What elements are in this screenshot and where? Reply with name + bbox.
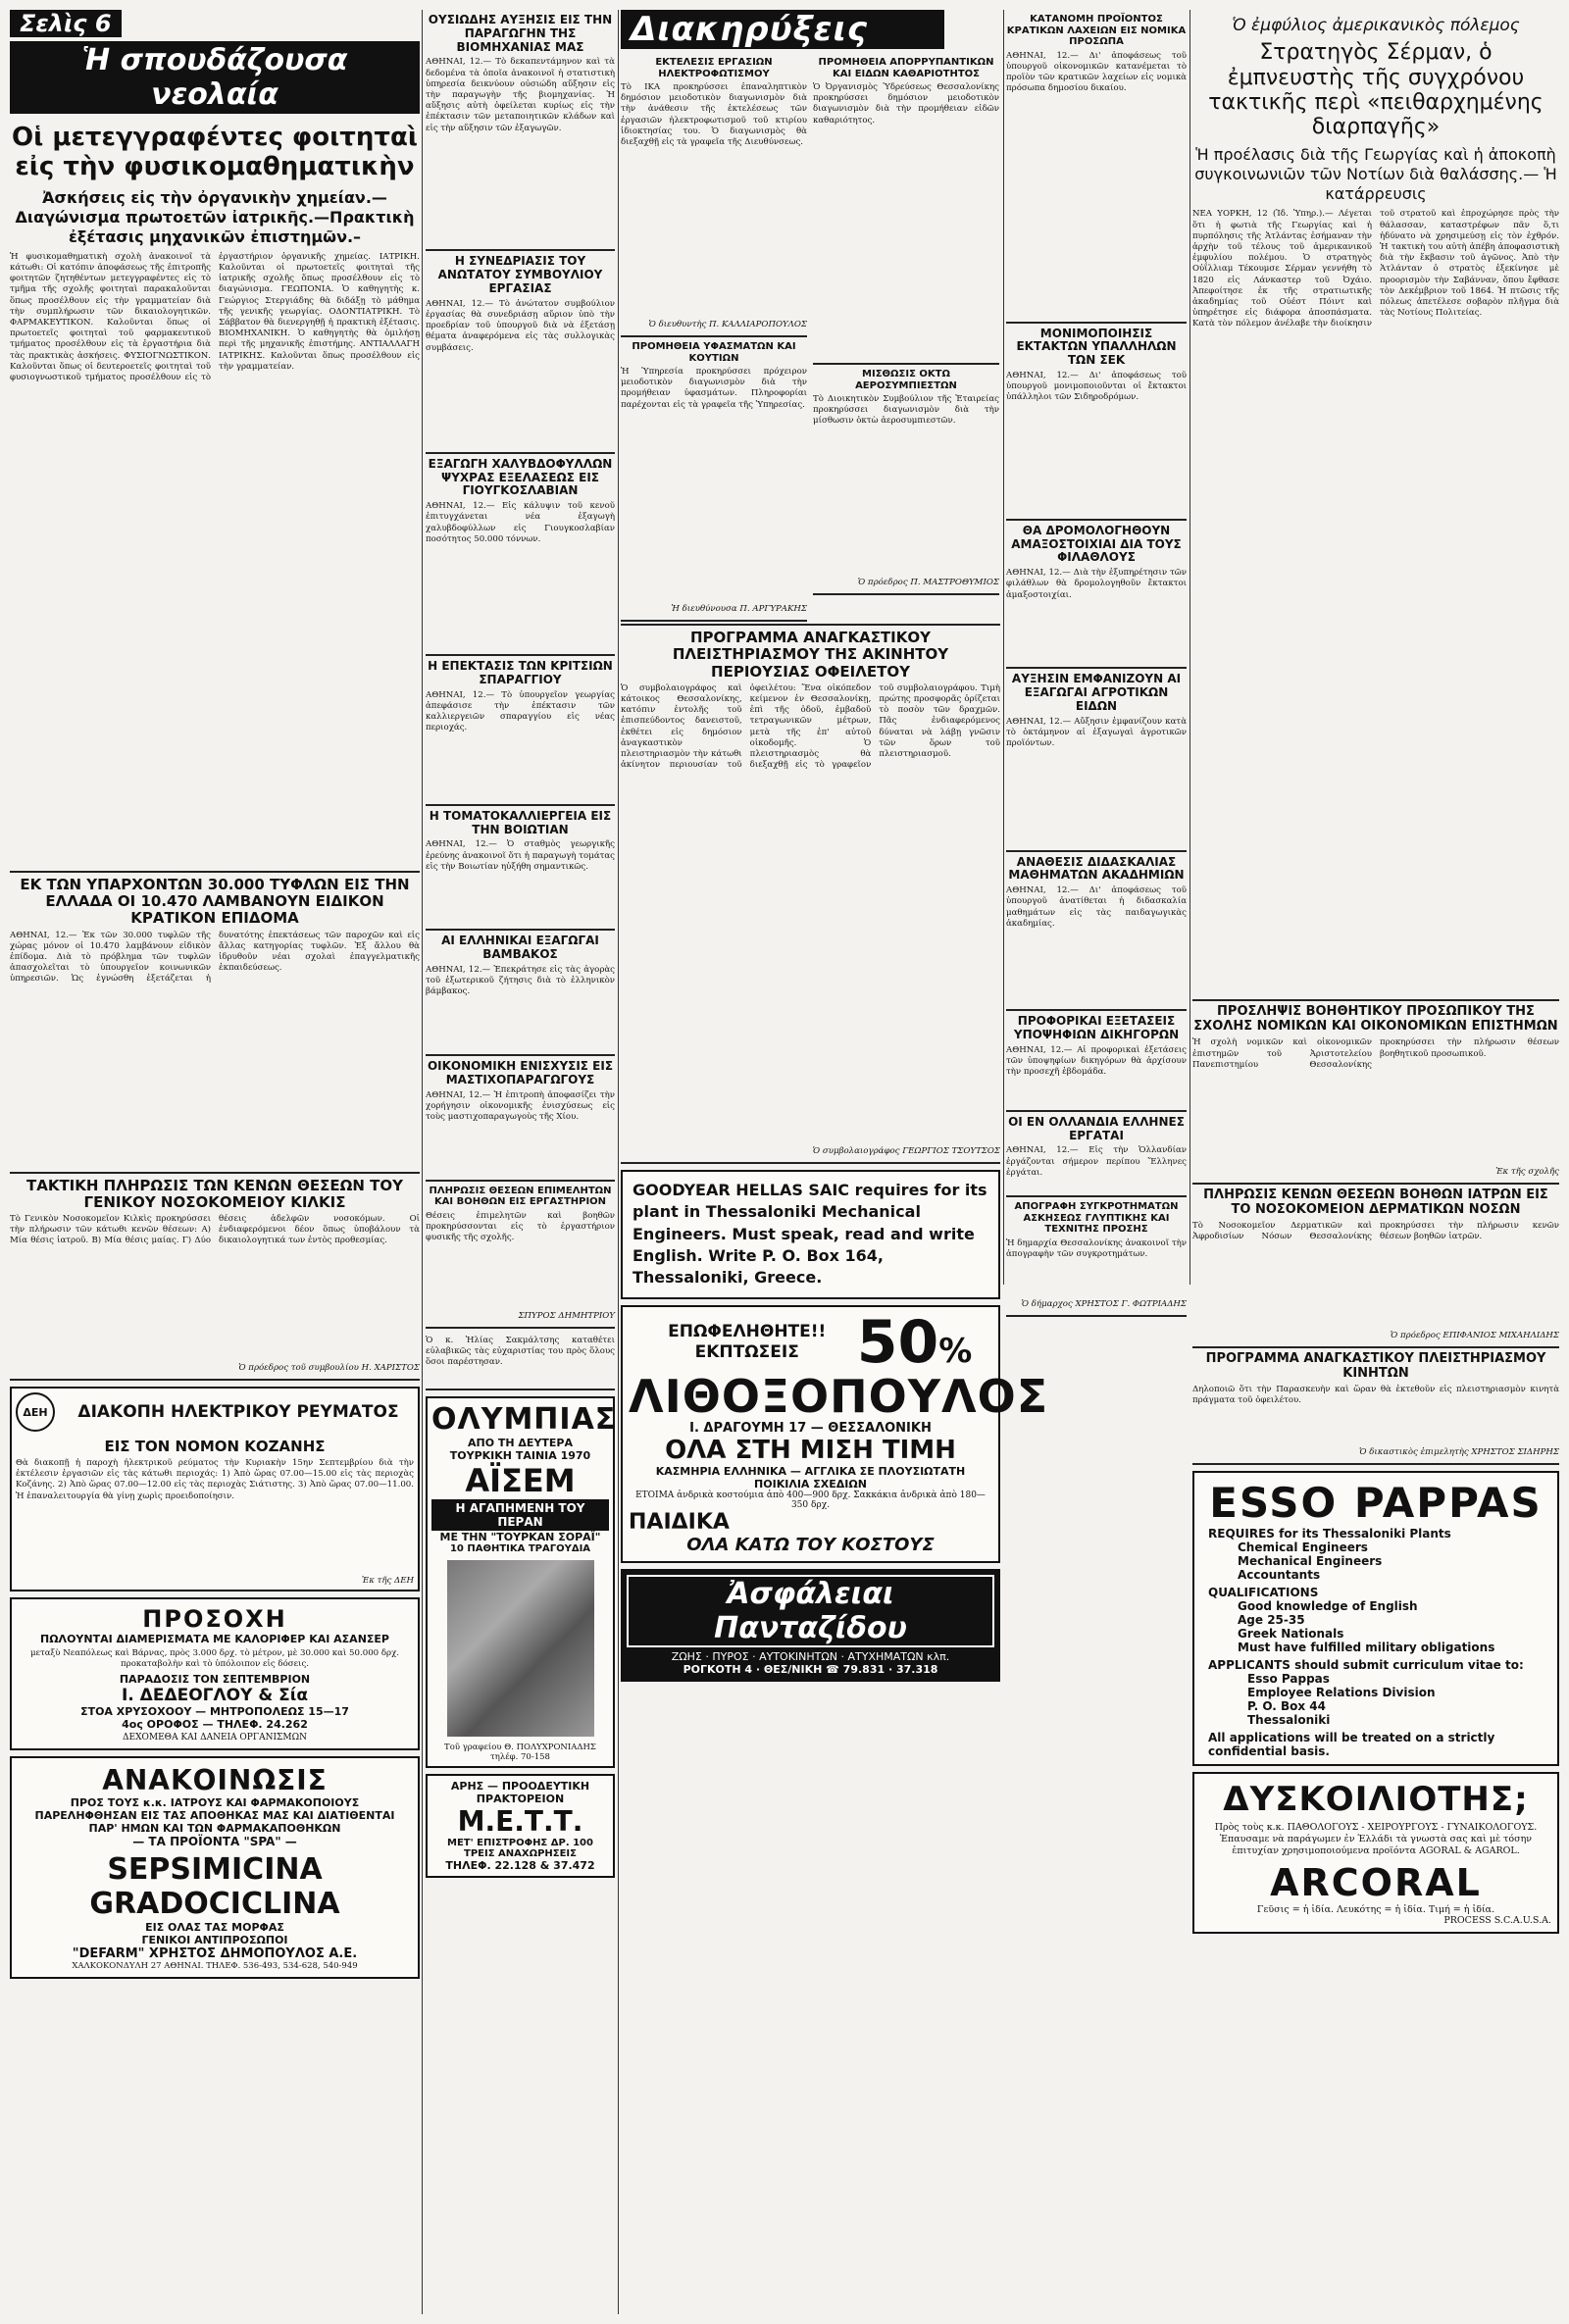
lab-positions-signature: ΣΠΥΡΟΣ ΔΗΜΗΤΡΙΟΥ [518,1310,615,1321]
detergents-headline: ΠΡΟΜΗΘΕΙΑ ΑΠΟΡΡΥΠΑΝΤΙΚΩΝ ΚΑΙ ΕΙΔΩΝ ΚΑΘΑΡΙΟΤΗΤΟΣ [818,57,994,79]
steel-export-headline: ΕΞΑΓΩΓΗ ΧΑΛΥΒΔΟΦΥΛΛΩΝ ΨΥΧΡΑΣ ΕΞΕΛΑΣΕΩΣ ΕΙΣ ΓΙΟΥΓΚΟΣΛΑΒΙΑΝ [428,456,613,498]
esso-applicants: APPLICANTS should submit curriculum vitae to: [1208,1658,1524,1673]
steel-export-body: ΑΘΗΝΑΙ, 12.— Εἰς κάλυψιν τοῦ κενοῦ ἐπιτυγχάνεται νέα ἐξαγωγὴ χαλυβδοφύλλων εἰς Γιουγκοσλαβίαν ποσότητος 50.000 τόννων. [426,501,615,544]
lead-body: Ἡ φυσικομαθηματικὴ σχολὴ ἀνακοινοῖ τὰ κάτωθι: Οἱ κατόπιν ἀποφάσεως τῆς ἐπιτροπῆς φοιτητῶν ζητηθέντων μετεγγραφέντες εἰς τὸ τμῆμα τῆς σχολῆς φοιτηταὶ παρακαλοῦνται ὅπως προσέλθουν εἰς τὴν γραμματείαν διὰ τὴν συμπλήρωσιν τῶν δικαιολογητικῶν. ΦΑΡΜΑΚΕΥΤΙΚΟΝ. Καλοῦνται ὅπως οἱ πρωτοετεῖς φοιτηταὶ τοῦ φαρμακευτικοῦ τμήματος προσέλθουν εἰς τὰ ἐργαστήρια διὰ τὰς πρακτικὰς ἀσκήσεις. ΦΥΣΙΟΓΝΩΣΤΙΚΟΝ. Καλοῦνται ὅπως οἱ δευτεροετεῖς φοιτηταὶ τοῦ φυσιογνωστικοῦ τμήματος προσέλθουν εἰς τὸ ἐργαστήριον ὀργανικῆς χημείας. ΙΑΤΡΙΚΗ. Καλοῦνται οἱ πρωτοετεῖς φοιτηταὶ τῆς ἰατρικῆς σχολῆς ὅπως προσέλθουν εἰς τὸ διαγώνισμα. ΓΕΩΠΟΝΙΑ. Ὁ καθηγητὴς κ. Γεώργιος Στεργιάδης θὰ διδάξῃ τὸ μάθημα τῆς γενικῆς γεωργίας. ΟΔΟΝΤΙΑΤΡΙΚΗ. Τὸ Σάββατον θὰ διενεργηθῇ ἡ πρακτικὴ ἐξέτασις. ΒΙΟΜΗΧΑΝΙΚΗ. Ὁ καθηγητὴς θὰ ὁμιλήσῃ περὶ τῆς μηχανικῆς ἐπιστήμης. ΑΝΤΙΑΛΛΑΓΗ ΙΑΤΡΙΚΗΣ. Καλοῦνται ὅπως προσέλθουν εἰς τὴν γραμματείαν. [10,251,420,383]
exports-body: ΑΘΗΝΑΙ, 12.— Αὔξησιν ἐμφανίζουν κατὰ τὸ ὀκτάμηνον αἱ ἐξαγωγαὶ ἀγροτικῶν προϊόντων. [1006,716,1187,749]
lead-headline: Οἱ μετεγγραφέντες φοιτηταὶ εἰς τὴν φυσικομαθηματικὴν [12,123,418,181]
anakoinosis-sub4: — ΤΑ ΠΡΟΪΟΝΤΑ "SPA" — [132,1835,297,1849]
thanks-notice [426,1329,615,1390]
prosoxi-ad [10,1597,420,1750]
olympias-film-title: ΑΪΣΕΜ [465,1461,576,1499]
dei-headline: ΔΙΑΚΟΠΗ ΗΛΕΚΤΡΙΚΟΥ ΡΕΥΜΑΤΟΣ [77,1402,399,1423]
sepsimicina-title: SEPSIMICINA [107,1852,323,1888]
netherlands-workers-body: ΑΘΗΝΑΙ, 12.— Εἰς τὴν Ὁλλανδίαν ἐργάζονται σήμερον περίπου Ἕλληνες ἐργάται. [1006,1145,1187,1178]
aris-line5: ΤΡΕΙΣ ΑΝΑΧΩΡΗΣΕΙΣ [464,1847,577,1859]
census-article [1006,1197,1187,1317]
mastic-headline: ΟΙΚΟΝΟΜΙΚΗ ΕΝΙΣΧΥΣΙΣ ΕΙΣ ΜΑΣΤΙΧΟΠΑΡΑΓΩΓΟΥΣ [427,1058,614,1086]
column-3 [621,10,1049,1682]
dyskoiliotis-title: ΔΥΣΚΟΙΛΙΟΤΗΣ; [1223,1780,1529,1820]
compressors-signature: Ὁ πρόεδρος Π. ΜΑΣΤΡΟΘΥΜΙΟΣ [857,578,999,587]
mastic-article [426,1056,615,1182]
auction-program [621,624,1000,1164]
pantazidou-lines: ΖΩΗΣ · ΠΥΡΟΣ · ΑΥΤΟΚΙΝΗΤΩΝ · ΑΤΥΧΗΜΑΤΩΝ κλπ. [671,1650,950,1664]
detergents-notice [813,53,999,365]
trains-article [1006,521,1187,669]
arcoral-sub: Γεῦσις = ἡ ἰδία. Λευκότης = ἡ ἰδία. Τιμή = ἡ ἰδία. [1256,1904,1495,1916]
sherman-dek: Ἡ προέλασις διὰ τῆς Γεωργίας καὶ ἡ ἀποκοπὴ συγκοινωνιῶν τῶν Νοτίων διὰ θαλάσσης.— Ἡ κατάρρευσις [1194,145,1557,204]
sek-body: ΑΘΗΝΑΙ, 12.— Δι' ἀποφάσεως τοῦ ὑπουργοῦ μονιμοποιοῦνται οἱ ἔκτακτοι ὑπάλληλοι τῶν Σιδηροδρόμων. [1006,370,1187,403]
blind-headline: ΕΚ ΤΩΝ ΥΠΑΡΧΟΝΤΩΝ 30.000 ΤΥΦΛΩΝ ΕΙΣ ΤΗΝ ΕΛΛΑΔΑ ΟΙ 10.470 ΛΑΜΒΑΝΟΥΝ ΕΙΔΙΚΟΝ ΚΡΑΤΙΚΟΝ ΕΠΙΔΟΜΑ [20,875,410,928]
industry-body: ΑΘΗΝΑΙ, 12.— Τὸ δεκαπεντάμηνον καὶ τὰ δεδομένα τὰ ὁποῖα ἀνακοινοῖ ἡ στατιστικὴ ὑπηρεσία δεικνύουν οὐσιώδη αὔξησιν εἰς τὴν παραγωγὴν τῆς βιομηχανίας. Ἡ αὔξησις αὐτὴ ὀφείλεται κυρίως εἰς τὴν ἐπέκτασιν τῶν μεταποιητικῶν κλάδων καὶ εἰς τὴν αὔξησιν τῶν ἐξαγωγῶν. [426,57,615,133]
census-body: Ἡ δημαρχία Θεσσαλονίκης ἀνακοινοῖ τὴν ἀπογραφὴν τῶν συγκροτημάτων. [1006,1238,1187,1260]
esso-age: Age 25-35 [1238,1613,1305,1628]
prosoxi-note: ΔΕΧΟΜΕΘΑ ΚΑΙ ΔΑΝΕΙΑ ΟΡΓΑΝΙΣΜΩΝ [123,1733,307,1743]
kilkis-article [10,1174,420,1382]
exports-article [1006,669,1187,851]
sek-headline: ΜΟΝΙΜΟΠΟΙΗΣΙΣ ΕΚΤΑΚΤΩΝ ΥΠΑΛΛΗΛΩΝ ΤΩΝ ΣΕΚ [1016,326,1177,368]
dei-body: Θὰ διακοπῇ ἡ παροχὴ ἠλεκτρικοῦ ρεύματος τὴν Κυριακὴν 15ην Σεπτεμβρίου διὰ τὴν ἐκτέλεσιν ἐργασιῶν εἰς τὰς κάτωθι περιοχάς: 1) Ἀπὸ ὥρας 07.00—15.00 εἰς τὰς περιοχὰς Κοζάνης. 2) Ἀπὸ ὥρας 07.00—12.00 εἰς τὰς περιοχὰς Σιάτιστης. 3) Ἀπὸ ὥρας 07.00—11.00. Ἡ ἐπαναλειτουργία θὰ γίνῃ χωρὶς προειδοποίησιν. [16,1458,414,1501]
industry-article [426,10,615,251]
column-rule [618,10,619,2314]
esso-mechanical: Mechanical Engineers [1238,1554,1383,1569]
fabrics-notice [621,337,807,622]
actress-photo [447,1560,594,1737]
esso-addr3: P. O. Box 44 [1247,1699,1327,1714]
law-school-body: Ἡ σχολὴ νομικῶν καὶ οἰκονομικῶν ἐπιστημῶν τοῦ Ἀριστοτελείου Πανεπιστημίου Θεσσαλονίκης προκηρύσσει τὴν πλήρωσιν θέσεων βοηθητικοῦ προσωπικοῦ. [1192,1037,1559,1070]
column-rule [1189,10,1190,1285]
academies-body: ΑΘΗΝΑΙ, 12.— Δι' ἀποφάσεως τοῦ ὑπουργοῦ ἀνατίθεται ἡ διδασκαλία μαθημάτων εἰς τὰς παιδαγωγικὰς ἀκαδημίας. [1006,885,1187,929]
prosoxi-firm: Ι. ΔΕΔΕΟΓΛΟΥ & Σία [121,1686,309,1706]
pantazidou-address: ΡΟΓΚΟΤΗ 4 · ΘΕΣ/ΝΙΚΗ ☎ 79.831 · 37.318 [683,1663,938,1677]
esso-confidential: All applications will be treated on a strictly confidential basis. [1208,1731,1495,1759]
lawyers-exam-article [1006,1011,1187,1112]
olympias-title: ΟΛΥΜΠΙΑΣ [431,1401,617,1437]
lab-positions-body: Θέσεις ἐπιμελητῶν καὶ βοηθῶν προκηρύσσονται εἰς τὸ ἐργαστήριον φυσικῆς τῆς σχολῆς. [426,1210,615,1242]
steel-export-article [426,454,615,656]
academies-headline: ΑΝΑΘΕΣΙΣ ΔΙΔΑΣΚΑΛΙΑΣ ΜΑΘΗΜΑΤΩΝ ΑΚΑΔΗΜΙΩΝ [1008,854,1185,883]
olympias-cinema-ad [426,1396,615,1768]
anakoinosis-sub3: ΠΑΡ' ΗΜΩΝ ΚΑΙ ΤΩΝ ΦΑΡΜΑΚΑΠΟΘΗΚΩΝ [88,1822,341,1836]
arcoral-sub2: PROCESS S.C.A.U.S.A. [1443,1915,1551,1927]
census-signature: Ὁ δήμαρχος ΧΡΗΣΤΟΣ Γ. ΦΩΤΡΙΑΔΗΣ [1021,1298,1187,1309]
column-2 [426,10,615,1878]
prosoxi-phone: 4ος ΟΡΟΦΟΣ — ΤΗΛΕΦ. 24.262 [122,1718,308,1732]
lab-positions-article [426,1182,615,1329]
labor-council-body: ΑΘΗΝΑΙ, 12.— Τὸ ἀνώτατον συμβούλιον ἐργασίας θὰ συνεδριάσῃ αὔριον ὑπὸ τὴν προεδρίαν τοῦ ὑπουργοῦ διὰ νὰ ἐξετάσῃ θέματα ἀναφερόμενα εἰς τὰς συλλογικὰς συμβάσεις. [426,298,615,353]
aris-line2: ΠΡΑΚΤΟΡΕΙΟΝ [476,1792,565,1805]
anakoinosis-ad [10,1756,420,1979]
dei-notice [10,1387,420,1591]
pantazidou-insurance-ad [621,1569,1000,1682]
sepsi-firm: "DEFARM" ΧΡΗΣΤΟΣ ΔΗΜΟΠΟΥΛΟΣ Α.Ε. [72,1946,358,1962]
derm-hospital-body: Τὸ Νοσοκομεῖον Δερματικῶν καὶ Ἀφροδισίων Νόσων Θεσσαλονίκης προκηρύσσει τὴν πλήρωσιν κενῶν θέσεων βοηθῶν ἰατρῶν. [1192,1221,1559,1242]
asparagus-body: ΑΘΗΝΑΙ, 12.— Τὸ ὑπουργεῖον γεωργίας ἀπεφάσισε τὴν ἐπέκτασιν τῶν καλλιεργειῶν σπαραγγίου εἰς νέας περιοχάς. [426,689,615,733]
movables-auction-body: Δηλοποιῶ ὅτι τὴν Παρασκευὴν καὶ ὥραν θὰ ἐκτεθοῦν εἰς πλειστηριασμὸν κινητὰ πράγματα τοῦ ὀφειλέτου. [1192,1385,1559,1406]
litho-below-cost: ΟΛΑ ΚΑΤΩ ΤΟΥ ΚΟΣΤΟΥΣ [686,1535,935,1556]
litho-percent-sign: % [938,1331,973,1371]
esso-addr4: Thessaloniki [1247,1713,1331,1728]
esso-pappas-ad [1192,1471,1559,1766]
olympias-from: ΑΠΟ ΤΗ ΔΕΥΤΕΡΑ [467,1436,574,1449]
lottery-article [1006,10,1187,324]
notices-right [813,53,999,622]
litho-percent-value: 50 [856,1307,939,1377]
derm-hospital-signature: Ὁ πρόεδρος ΕΠΙΦΑΝΙΟΣ ΜΙΧΑΗΛΙΔΗΣ [1390,1331,1559,1341]
esso-english: Good knowledge of English [1238,1599,1418,1614]
compressors-headline: ΜΙΣΘΩΣΙΣ ΟΚΤΩ ΑΕΡΟΣΥΜΠΙΕΣΤΩΝ [855,369,957,391]
prosoxi-body: μεταξὺ Νεαπόλεως καὶ Βάρνας, πρὸς 3.000 δρχ. τὸ μέτρον, μὲ 30.000 καὶ 50.000 δρχ. προκαταβολὴν καὶ τὸ ὑπόλοιπον εἰς δόσεις. [29,1648,400,1670]
cotton-headline: ΑΙ ΕΛΛΗΝΙΚΑΙ ΕΞΑΓΩΓΑΙ ΒΑΜΒΑΚΟΣ [441,934,599,962]
trains-body: ΑΘΗΝΑΙ, 12.— Διὰ τὴν ἐξυπηρέτησιν τῶν φιλάθλων θὰ δρομολογηθοῦν ἔκτακτοι ἀμαξοστοιχίαι. [1006,568,1187,600]
compressors-notice [813,365,999,595]
esso-accountants: Accountants [1238,1568,1321,1583]
dei-signature: Ἐκ τῆς ΔΕΗ [361,1576,414,1587]
litho-promo: ΕΠΩΦΕΛΗΘΗΤΕ!! ΕΚΠΤΩΣΕΙΣ [668,1322,827,1362]
auction-body: Ὁ συμβολαιογράφος καὶ κάτοικος Θεσσαλονίκης, κατόπιν ἐντολῆς τοῦ ἐπισπεύδοντος δανειστοῦ, ἐκθέτει εἰς δημόσιον ἀναγκαστικὸν πλειστηριασμὸν τὴν κάτωθι ἀκίνητον περιουσίαν τοῦ ὀφειλέτου: Ἕνα οἰκόπεδον κείμενον ἐν Θεσσαλονίκῃ, ἐπὶ τῆς ὁδοῦ, ἐμβαδοῦ τετραγωνικῶν μέτρων, μετὰ τῆς ἐπ' αὐτοῦ οἰκοδομῆς. Ὁ πλειστηριασμὸς θὰ διεξαχθῇ εἰς τὸ γραφεῖον τοῦ συμβολαιογράφου. Τιμὴ πρώτης προσφορᾶς ὁρίζεται τὸ ποσὸν τῶν δραχμῶν. Πᾶς ἐνδιαφερόμενος δύναται νὰ λάβῃ γνῶσιν τῶν ὅρων τοῦ πλειστηριασμοῦ. [621,682,1000,771]
litho-half-price: ΟΛΑ ΣΤΗ ΜΙΣΗ ΤΙΜΗ [665,1436,956,1466]
movables-auction-headline: ΠΡΟΓΡΑΜΜΑ ΑΝΑΓΚΑΣΤΙΚΟΥ ΠΛΕΙΣΤΗΡΙΑΣΜΟΥ ΚΙΝΗΤΩΝ [1205,1351,1546,1382]
sepsi-reps: ΓΕΝΙΚΟΙ ΑΝΤΙΠΡΟΣΩΠΟΙ [141,1934,288,1947]
tomato-body: ΑΘΗΝΑΙ, 12.— Ὁ σταθμὸς γεωργικῆς ἐρεύνης ἀνακοινοῖ ὅτι ἡ παραγωγὴ τομάτας εἰς τὴν Βοιωτίαν ηὐξήθη σημαντικῶς. [426,839,615,872]
dyskoiliotis-ad [1192,1772,1559,1934]
litho-kids: ΠΑΙΔΙΚΑ [629,1510,730,1536]
section-title: Ἡ σπουδάζουσα νεολαία [10,41,420,114]
sepsi-address: ΧΑΛΚΟΚΟΝΔΥΛΗ 27 ΑΘΗΝΑΙ. ΤΗΛΕΦ. 536-493, 534-628, 540-949 [72,1961,358,1972]
law-school-article [1192,1001,1559,1185]
gradociclina-title: GRADOCICLINA [89,1887,340,1922]
esso-addr2: Employee Relations Division [1247,1686,1436,1700]
netherlands-workers-article [1006,1112,1187,1198]
esso-title: ESSO PAPPAS [1209,1479,1543,1528]
academies-article [1006,852,1187,1012]
cotton-article [426,931,615,1056]
kilkis-signature: Ὁ πρόεδρος τοῦ συμβουλίου Η. ΧΑΡΙΣΤΟΣ [238,1363,420,1374]
ika-body: Τὸ ΙΚΑ προκηρύσσει ἐπαναληπτικὸν δημόσιον μειοδοτικὸν διαγωνισμὸν διὰ τὴν ἀνάθεσιν τῆς ἐκτελέσεως τῶν ἐργασιῶν ἠλεκτροφωτισμοῦ τοῦ κτιρίου ἰδιοκτησίας του. Ὁ διαγωνισμὸς θὰ διεξαχθῇ εἰς τὰ γραφεῖα τῆς Διευθύνσεως. [621,82,807,148]
anakoinosis-sub2: ΠΑΡΕΛΗΦΘΗΣΑΝ ΕΙΣ ΤΑΣ ΑΠΟΘΗΚΑΣ ΜΑΣ ΚΑΙ ΔΙΑΤΙΘΕΝΤΑΙ [34,1809,395,1823]
asparagus-headline: Η ΕΠΕΚΤΑΣΙΣ ΤΩΝ ΚΡΙΤΣΙΩΝ ΣΠΑΡΑΓΓΙΟΥ [428,659,613,686]
esso-qualifications: QUALIFICATIONS [1208,1586,1319,1600]
fabrics-body: Ἡ Ὑπηρεσία προκηρύσσει πρόχειρον μειοδοτικὸν διαγωνισμὸν διὰ τὴν προμήθειαν ὑφασμάτων. Πληροφορίαι παρέχονται εἰς τὰ γραφεῖα τῆς Ὑπηρεσίας. [621,367,807,410]
lawyers-exam-body: ΑΘΗΝΑΙ, 12.— Αἱ προφορικαὶ ἐξετάσεις τῶν ὑποψηφίων δικηγόρων θὰ ἀρχίσουν τὴν προσεχῆ ἑβδομάδα. [1006,1044,1187,1078]
page-number-label: Σελὶς 6 [10,10,122,37]
law-school-headline: ΠΡΟΣΛΗΨΙΣ ΒΟΗΘΗΤΙΚΟΥ ΠΡΟΣΩΠΙΚΟΥ ΤΗΣ ΣΧΟΛΗΣ ΝΟΜΙΚΩΝ ΚΑΙ ΟΙΚΟΝΟΜΙΚΩΝ ΕΠΙΣΤΗΜΩΝ [1193,1004,1558,1035]
aris-phone: ΤΗΛΕΦ. 22.128 & 37.472 [445,1858,595,1872]
column-4 [1006,10,1187,1317]
litho-address: Ι. ΔΡΑΓΟΥΜΗ 17 — ΘΕΣΣΑΛΟΝΙΚΗ [689,1421,932,1437]
olympias-caption: Τοῦ γραφείου Θ. ΠΟΛΥΧΡΟΝΙΑΔΗΣ τηλέφ. 70-158 [444,1742,596,1762]
esso-chemical: Chemical Engineers [1238,1541,1368,1555]
cotton-body: ΑΘΗΝΑΙ, 12.— Ἐπεκράτησε εἰς τὰς ἀγορὰς τοῦ ἐξωτερικοῦ ζήτησις διὰ τὸ ἑλληνικὸν βάμβακος. [426,964,615,997]
fabrics-headline: ΠΡΟΜΗΘΕΙΑ ΥΦΑΣΜΑΤΩΝ ΚΑΙ ΚΟΥΤΙΩΝ [632,341,796,364]
litho-cashmere: ΚΑΣΜΗΡΙΑ ΕΛΛΗΝΙΚΑ — ΑΓΓΛΙΚΑ ΣΕ ΠΛΟΥΣΙΩΤΑΤΗ ΠΟΙΚΙΛΙΑ ΣΧΕΔΙΩΝ [655,1465,966,1491]
asparagus-article [426,656,615,806]
anakoinosis-sub: ΠΡΟΣ ΤΟΥΣ κ.κ. ΙΑΤΡΟΥΣ ΚΑΙ ΦΑΡΜΑΚΟΠΟΙΟΥΣ [70,1796,360,1810]
olympias-film-sub: Η ΑΓΑΠΗΜΕΝΗ ΤΟΥ ΠΕΡΑΝ [431,1499,609,1531]
prosoxi-address: ΣΤΟΑ ΧΡΥΣΟΧΟΟΥ — ΜΗΤΡΟΠΟΛΕΩΣ 15—17 [80,1705,349,1719]
fabrics-signature: Ἡ διευθύνουσα Π. ΑΡΓΥΡΑΚΗΣ [671,604,807,614]
compressors-body: Τὸ Διοικητικὸν Συμβούλιον τῆς Ἑταιρείας προκηρύσσει διαγωνισμὸν διὰ τὴν μίσθωσιν ὀκτὼ ἀεροσυμπιεστῶν. [813,394,999,427]
lithoxopoulos-ad [621,1305,1049,1564]
aris-line4: ΜΕΤ' ΕΠΙΣΤΡΟΦΗΣ ΔΡ. 100 [447,1837,593,1848]
blind-body: ΑΘΗΝΑΙ, 12.— Ἐκ τῶν 30.000 τυφλῶν τῆς χώρας μόνον οἱ 10.470 λαμβάνουν εἰδικὸν ἐπίδομα. Διὰ τὸ πρόβλημα τῶν τυφλῶν ἀπασχολεῖται τὸ ὑπουργεῖον κοινωνικῶν ὑπηρεσιῶν. Ὡς ἐγνώσθη ἐξετάζεται ἡ δυνατότης ἐπεκτάσεως τῶν παροχῶν καὶ εἰς ἄλλας κατηγορίας τυφλῶν. Ἐξ ἄλλου θὰ ἱδρυθοῦν νέαι σχολαὶ ἐπαγγελματικῆς ἐκπαιδεύσεως. [10,930,420,985]
litho-suits: ΕΤΟΙΜΑ ἀνδρικὰ κοστούμια ἀπὸ 400—900 δρχ. Σακκάκια ἀνδρικὰ ἀπὸ 180—350 δρχ. [635,1490,986,1511]
movables-auction-signature: Ὁ δικαστικὸς ἐπιμελητὴς ΧΡΗΣΤΟΣ ΣΙΔΗΡΗΣ [1359,1447,1559,1458]
olympias-star: ΜΕ ΤΗΝ "ΤΟΥΡΚΑΝ ΣΟΡΑΪ" [439,1530,601,1543]
ika-headline: ΕΚΤΕΛΕΣΙΣ ΕΡΓΑΣΙΩΝ ΗΛΕΚΤΡΟΦΩΤΙΣΜΟΥ [655,57,773,79]
census-headline: ΑΠΟΓΡΑΦΗ ΣΥΓΚΡΟΤΗΜΑΤΩΝ ΑΣΚΗΣΕΩΣ ΓΛΥΠΤΙΚΗΣ ΚΑΙ ΤΕΧΝΙΤΗΣ ΠΡΟΣΗΣ [1014,1201,1179,1236]
olympias-songs: 10 ΠΑΘΗΤΙΚΑ ΤΡΑΓΟΥΔΙΑ [449,1542,591,1554]
column-rule [422,10,423,2314]
derm-hospital-headline: ΠΛΗΡΩΣΙΣ ΚΕΝΩΝ ΘΕΣΕΩΝ ΒΟΗΘΩΝ ΙΑΤΡΩΝ ΕΙΣ ΤΟ ΝΟΣΟΚΟΜΕΙΟΝ ΔΕΡΜΑΤΙΚΩΝ ΝΟΣΩΝ [1203,1187,1548,1218]
esso-addr1: Esso Pappas [1247,1672,1330,1687]
sherman-headline: Στρατηγὸς Σέρμαν, ὁ ἐμπνευστὴς τῆς συγχρόνου τακτικῆς περὶ «πειθαρχημένης διαρπαγῆς» [1208,40,1544,140]
law-school-signature: Ἐκ τῆς σχολῆς [1495,1167,1559,1178]
sherman-body: ΝΕΑ ΥΟΡΚΗ, 12 (Ἰδ. Ὑπηρ.).— Λέγεται ὅτι ἡ φωτιὰ τῆς Γεωργίας καὶ ἡ πυρπόλησις τῆς Ἀτλάντας ἐσήμαναν τὴν ἀρχὴν τοῦ τέλους τοῦ ἀμερικανικοῦ ἐμφυλίου πολέμου. Ὁ στρατηγὸς Οὐΐλλιαμ Τέκουμσε Σέρμαν γεννήθη τὸ 1820 εἰς Λάνκαστερ τοῦ Ὀχάιο. Ἀπεφοίτησε ἐκ τῆς στρατιωτικῆς ἀκαδημίας τοῦ Οὐέστ Πόιντ καὶ ὑπηρέτησε εἰς διάφορα ἀποσπάσματα. Κατὰ τὸν πόλεμον ἀνέλαβε τὴν διοίκησιν τοῦ στρατοῦ καὶ ἐπροχώρησε πρὸς τὴν θάλασσαν, καταστρέφων πᾶν ὅ,τι ἠδύνατο νὰ χρησιμεύσῃ εἰς τὸν ἐχθρόν. Ἡ τακτικὴ του αὐτὴ ἀπέβη ἀποφασιστικὴ διὰ τὴν ἔκβασιν τοῦ ἀγῶνος. Ἀπὸ τὴν Ἀτλάνταν ὁ στρατὸς ἐξεκίνησε μὲ προορισμὸν τὴν Σαβάνναν, ὅπου ἔφθασε τὸν Δεκέμβριον τοῦ 1864. Ἡ πτῶσις τῆς πόλεως ἀπετέλεσε σοβαρὸν πλῆγμα διὰ τὰς Νοτίους Πολιτείας. [1192,209,1559,329]
auction-headline: ΠΡΟΓΡΑΜΜΑ ΑΝΑΓΚΑΣΤΙΚΟΥ ΠΛΕΙΣΤΗΡΙΑΣΜΟΥ ΤΗΣ ΑΚΙΝΗΤΟΥ ΠΕΡΙΟΥΣΙΑΣ ΟΦΕΙΛΕΤΟΥ [672,629,949,681]
kilkis-headline: ΤΑΚΤΙΚΗ ΠΛΗΡΩΣΙΣ ΤΩΝ ΚΕΝΩΝ ΘΕΣΕΩΝ ΤΟΥ ΓΕΝΙΚΟΥ ΝΟΣΟΚΟΜΕΙΟΥ ΚΙΛΚΙΣ [25,1176,403,1211]
detergents-body: Ὁ Ὀργανισμὸς Ὑδρεύσεως Θεσσαλονίκης προκηρύσσει δημόσιον μειοδοτικὸν διαγωνισμὸν διὰ τὴν προμήθειαν εἰδῶν καθαριότητος. [813,82,999,126]
industry-headline: ΟΥΣΙΩΔΗΣ ΑΥΞΗΣΙΣ ΕΙΣ ΤΗΝ ΠΑΡΑΓΩΓΗΝ ΤΗΣ ΒΙΟΜΗΧΑΝΙΑΣ ΜΑΣ [428,13,613,54]
sek-article [1006,324,1187,521]
diakirixeis-masthead: Διακηρύξεις [621,10,944,49]
exports-headline: ΑΥΞΗΣΙΝ ΕΜΦΑΝΙΖΟΥΝ ΑΙ ΕΞΑΓΩΓΑΙ ΑΓΡΟΤΙΚΩΝ ΕΙΔΩΝ [1011,672,1182,713]
prosoxi-headline: ΠΡΟΣΟΧΗ [142,1605,287,1634]
prosoxi-date: ΠΑΡΑΔΟΣΙΣ ΤΟΝ ΣΕΠΤΕΜΒΡΙΟΝ [119,1673,311,1687]
netherlands-workers-headline: ΟΙ ΕΝ ΟΛΛΑΝΔΙΑ ΕΛΛΗΝΕΣ ΕΡΓΑΤΑΙ [1008,1114,1185,1142]
esso-military: Must have fulfilled military obligations [1238,1641,1495,1655]
lead-article [10,114,420,873]
litho-brand: ΛΙΘΟΞΟΠΟΥΛΟΣ [629,1369,1049,1423]
mastic-body: ΑΘΗΝΑΙ, 12.— Ἡ ἐπιτροπὴ ἀποφασίζει τὴν χορήγησιν οἰκονομικῆς ἐνισχύσεως εἰς τοὺς μαστιχοπαραγωγοὺς τῆς Χίου. [426,1089,615,1122]
sherman-topline: Ὁ ἐμφύλιος ἀμερικανικὸς πόλεμος [1232,16,1520,35]
litho-percent [856,1307,973,1377]
column-rule [1003,10,1004,1285]
dei-logo: ΔΕΗ [16,1392,55,1432]
anakoinosis-headline: ΑΝΑΚΟΙΝΩΣΙΣ [102,1764,328,1797]
arcoral-title: ARCORAL [1270,1861,1482,1905]
tomato-headline: Η ΤΟΜΑΤΟΚΑΛΛΙΕΡΓΕΙΑ ΕΙΣ ΤΗΝ ΒΟΙΩΤΙΑΝ [429,808,612,836]
labor-council-article [426,251,615,453]
kilkis-body: Τὸ Γενικὸν Νοσοκομεῖον Κιλκὶς προκηρύσσει τὴν πλήρωσιν τῶν κάτωθι κενῶν θέσεων: Α) Μία θέσις ἰατροῦ. Β) Μία θέσις μαίας. Γ) Δύο θέσεις ἀδελφῶν νοσοκόμων. Οἱ ἐνδιαφερόμενοι δέον ὅπως ὑποβάλουν τὰ δικαιολογητικά των ἐντὸς προθεσμίας. [10,1214,420,1246]
lab-positions-headline: ΠΛΗΡΩΣΙΣ ΘΕΣΕΩΝ ΕΠΙΜΕΛΗΤΩΝ ΚΑΙ ΒΟΗΘΩΝ ΕΙΣ ΕΡΓΑΣΤΗΡΙΟΝ [429,1185,612,1208]
labor-council-headline: Η ΣΥΝΕΔΡΙΑΣΙΣ ΤΟΥ ΑΝΩΤΑΤΟΥ ΣΥΜΒΟΥΛΙΟΥ ΕΡΓΑΣΙΑΣ [437,254,603,295]
blind-article [10,873,420,1174]
aris-bus-ad [426,1774,615,1878]
derm-hospital-article [1192,1185,1559,1348]
olympias-film-type: ΤΟΥΡΚΙΚΗ ΤΑΙΝΙΑ 1970 [449,1448,591,1462]
aris-mett: Μ.Ε.Τ.Τ. [457,1804,583,1838]
sepsi-forms: ΕΙΣ ΟΛΑΣ ΤΑΣ ΜΟΡΦΑΣ [145,1921,284,1935]
lottery-headline: ΚΑΤΑΝΟΜΗ ΠΡΟΪΟΝΤΟΣ ΚΡΑΤΙΚΩΝ ΛΑΧΕΙΩΝ ΕΙΣ ΝΟΜΙΚΑ ΠΡΟΣΩΠΑ [1006,14,1187,47]
sherman-article [1192,10,1559,1001]
dei-subheadline: ΕΙΣ ΤΟΝ ΝΟΜΟΝ ΚΟΖΑΝΗΣ [104,1438,326,1456]
dyskoiliotis-body: Πρὸς τοὺς κ.κ. ΠΑΘΟΛΟΓΟΥΣ - ΧΕΙΡΟΥΡΓΟΥΣ - ΓΥΝΑΙΚΟΛΟΓΟΥΣ. Ἐπαυσαμε νὰ παράγωμεν ἐν Ἑλλάδι τὰ γνωστὰ σας καὶ μὲ τόσην ἐπιτυχίαν χρησιμοποιούμενα προϊόντα AGORAL & AGAROL. [1214,1822,1538,1857]
thanks-body: Ὁ κ. Ἠλίας Σακμάλτσης καταθέτει εὐλαβικῶς τὰς εὐχαριστίας του πρὸς ὅλους ὅσοι παρέστησαν. [426,1335,615,1367]
tomato-article [426,806,615,932]
column-1 [10,10,420,1979]
esso-requires: REQUIRES for its Thessaloniki Plants [1208,1527,1451,1541]
notices-grid [621,53,1000,622]
lead-dek: Ἀσκήσεις εἰς τὴν ὀργανικὴν χημείαν.— Διαγώνισμα πρωτοετῶν ἰατρικῆς.—Πρακτικὴ ἐξέτασις μηχανικῶν ἐπιστημῶν.– [15,187,415,246]
trains-headline: ΘΑ ΔΡΟΜΟΛΟΓΗΘΟΥΝ ΑΜΑΞΟΣΤΟΙΧΙΑΙ ΔΙΑ ΤΟΥΣ ΦΙΛΑΘΛΟΥΣ [1011,523,1182,565]
lawyers-exam-headline: ΠΡΟΦΟΡΙΚΑΙ ΕΞΕΤΑΣΕΙΣ ΥΠΟΨΗΦΙΩΝ ΔΙΚΗΓΟΡΩΝ [1013,1014,1180,1042]
esso-nationals: Greek Nationals [1238,1627,1344,1642]
movables-auction-article [1192,1348,1559,1465]
goodyear-ad: GOODYEAR HELLAS SAIC requires for its plant in Thessaloniki Mechanical Engineers. Must speak, read and write English. Write P. O. Box 164, Thessaloniki, Greece. [621,1170,1000,1299]
ika-signature: Ὁ διευθυντὴς Π. ΚΑΛΛΙΑΡΟΠΟΥΛΟΣ [648,320,807,329]
column-5 [1192,10,1559,1934]
auction-signature: Ὁ συμβολαιογράφος ΓΕΩΡΓΙΟΣ ΤΣΟΥΤΣΟΣ [812,1145,1000,1156]
pantazidou-title: Ἀσφάλειαι Πανταζίδου [627,1575,994,1647]
ika-notice [621,53,807,337]
lottery-body: ΑΘΗΝΑΙ, 12.— Δι' ἀποφάσεως τοῦ ὑπουργοῦ οἰκονομικῶν κατανέμεται τὸ προϊὸν τῶν κρατικῶν λαχείων εἰς νομικὰ πρόσωπα δημοσίου δικαίου. [1006,50,1187,94]
notices-left [621,53,807,622]
prosoxi-sub: ΠΩΛΟΥΝΤΑΙ ΔΙΑΜΕΡΙΣΜΑΤΑ ΜΕ ΚΑΛΟΡΙΦΕΡ ΚΑΙ ΑΣΑΝΣΕΡ [40,1633,389,1646]
aris-line1: ΑΡΗΣ — ΠΡΟΟΔΕΥΤΙΚΗ [450,1779,590,1793]
